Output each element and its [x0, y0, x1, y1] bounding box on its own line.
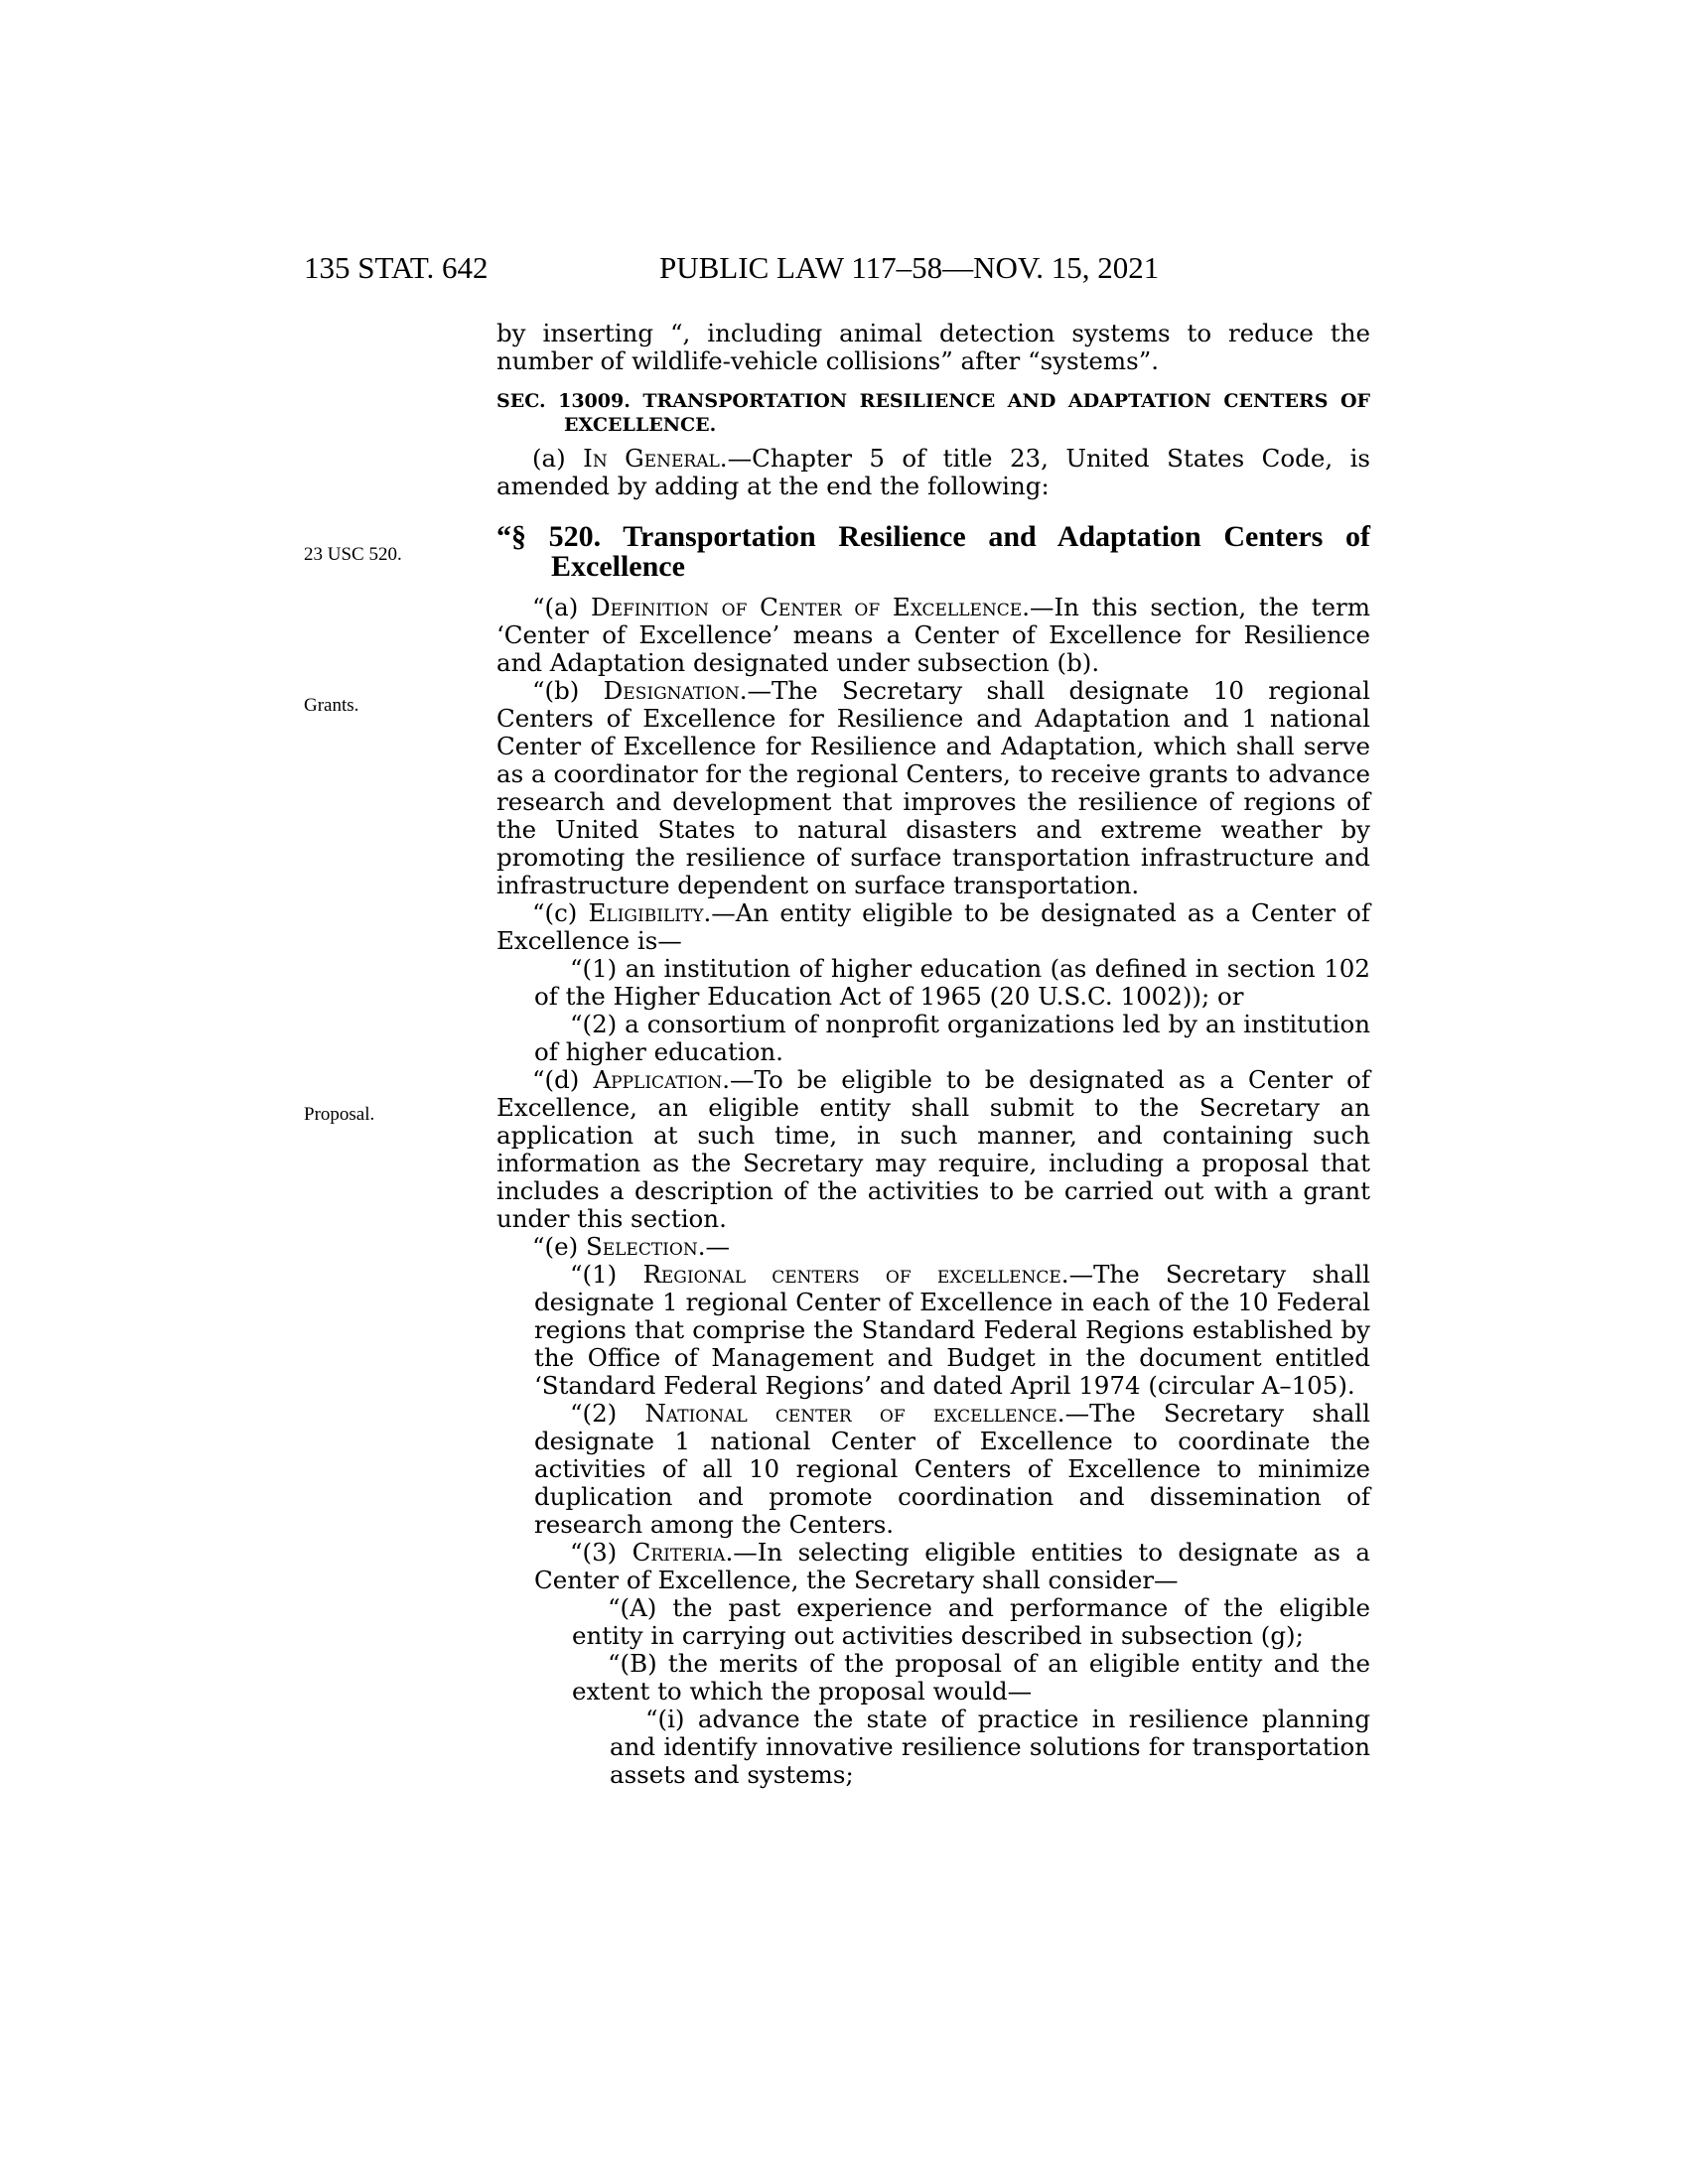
caption-designation: Designation [603, 676, 740, 705]
subsection-selection: “(e) Selection.— [532, 1232, 731, 1261]
caption-selection: Selection [585, 1232, 698, 1261]
selection-criteria: “(3) Criteria.—In selecting eligible entities to designate as a Center of Excellence, the Secretary shall consider— [534, 1538, 1370, 1594]
caption-definition: Definition of Center of Excellence [590, 593, 1023, 621]
caption-criteria: Criteria [632, 1538, 726, 1567]
selection-regional-centers: “(1) Regional centers of excellence.—The Secretary shall designate 1 regional Center of Excellence in each of the 10 Federal regions that comprise the Standard Federal Regions established by the Office of Management and Budget in the document entitled ‘Standard Federal Regions’ and dated April 1974 (circular A–105). [534, 1260, 1370, 1400]
caption-application: Application [593, 1065, 723, 1094]
subsection-eligibility: “(c) Eligibility.—An entity eligible to be designated as a Center of Excellence is— [496, 898, 1371, 955]
caption-eligibility: Eligibility [588, 898, 704, 927]
subsection-designation: “(b) Designation.—The Secretary shall designate 10 regional Centers of Excellence for Resilience and Adaptation and 1 national Center of Excellence for Resilience and Adaptation, which shall serve as a coordinator for the regional Centers, to receive grants to advance research and development that improves the resilience of regions of the United States to natural disasters and extreme weather by promoting the resilience of surface transportation infrastructure and infrastructure dependent on surface transportation. [496, 676, 1370, 899]
caption-in-general: In General [583, 444, 720, 473]
eligibility-item-2: “(2) a consortium of nonprofit organizations led by an institution of higher education. [534, 1010, 1370, 1066]
margin-note-grants: Grants. [304, 695, 359, 716]
caption-national-center: National center of excellence [644, 1399, 1057, 1428]
caption-regional-centers: Regional centers of excellence [642, 1260, 1061, 1289]
document-body [496, 320, 1370, 1789]
subsection-definition: “(a) Definition of Center of Excellence.—In this section, the term ‘Center of Excellence’ means a Center of Excellence for Resilience and Adaptation designated under subsection (b). [496, 593, 1370, 677]
public-law-reference: PUBLIC LAW 117–58—NOV. 15, 2021 [659, 250, 1160, 285]
section-520-heading: “§ 520. Transportation Resilience and Adaptation Centers of Excellence [496, 520, 1370, 583]
running-head [0, 250, 1688, 290]
stat-reference: 135 STAT. 642 [304, 250, 489, 285]
criteria-item-b-i: “(i) advance the state of practice in resilience planning and identify innovative resilience solutions for transportation assets and systems; [610, 1705, 1370, 1789]
subsection-a-in-general: (a) In General.—Chapter 5 of title 23, United States Code, is amended by adding at the end the following: [496, 444, 1370, 500]
intro-paragraph: by inserting “, including animal detection systems to reduce the number of wildlife-vehicle collisions” after “systems”. [496, 319, 1370, 375]
subsection-application: “(d) Application.—To be eligible to be designated as a Center of Excellence, an eligible entity shall submit to the Secretary an application at such time, in such manner, and containing such information as the Secretary may require, including a proposal that includes a description of the activities to be carried out with a grant under this section. [496, 1065, 1370, 1233]
criteria-item-a: “(A) the past experience and performance of the eligible entity in carrying out activities described in subsection (g); [572, 1593, 1370, 1650]
selection-national-center: “(2) National center of excellence.—The Secretary shall designate 1 national Center of Excellence to coordinate the activities of all 10 regional Centers of Excellence to minimize duplication and promote coordination and dissemination of research among the Centers. [534, 1399, 1370, 1539]
margin-note-proposal: Proposal. [304, 1104, 375, 1125]
eligibility-item-1: “(1) an institution of higher education (as defined in section 102 of the Higher Education Act of 1965 (20 U.S.C. 1002)); or [534, 954, 1370, 1011]
sec-13009-heading: SEC. 13009. TRANSPORTATION RESILIENCE AND ADAPTATION CENTERS OF EXCELLENCE. [496, 390, 1370, 436]
criteria-item-b: “(B) the merits of the proposal of an eligible entity and the extent to which the proposal would— [572, 1649, 1370, 1706]
margin-note-usc: 23 USC 520. [304, 544, 402, 565]
